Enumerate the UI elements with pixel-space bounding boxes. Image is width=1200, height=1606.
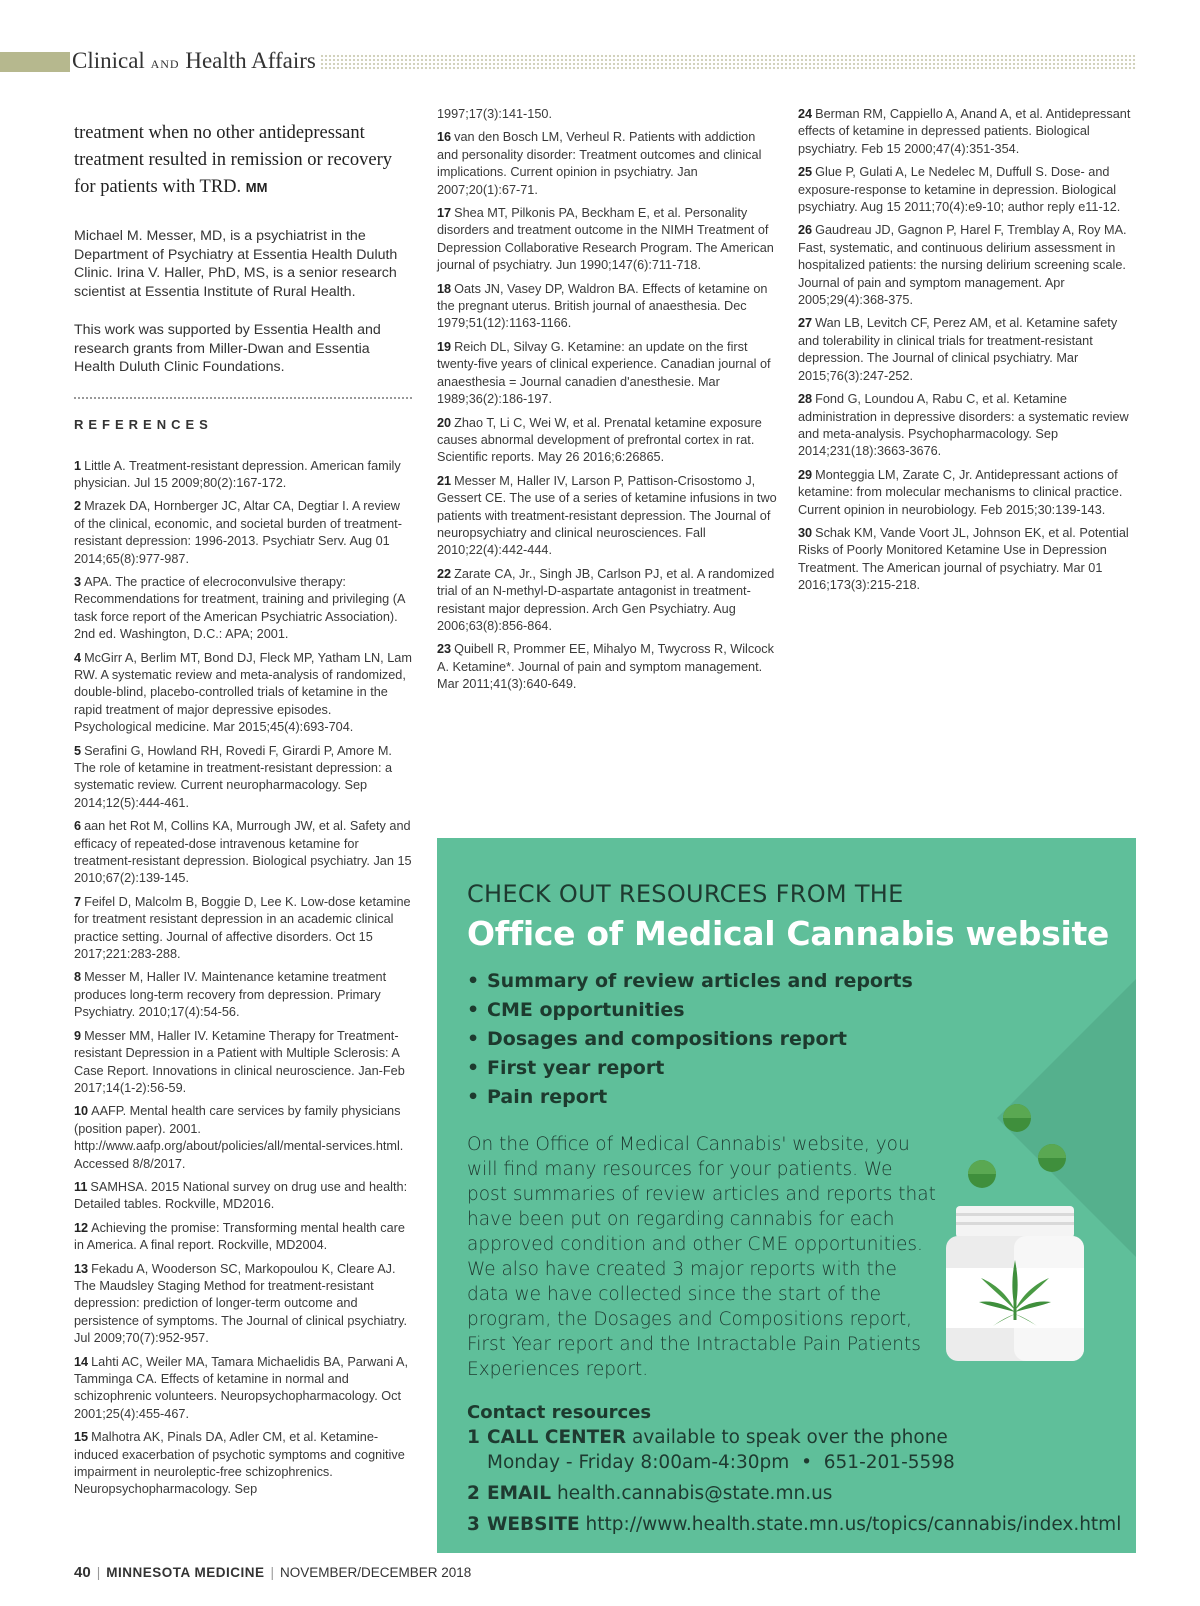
bullet-icon: • — [467, 1028, 480, 1050]
reference-item — [74, 1354, 412, 1424]
author-bio: Michael M. Messer, MD, is a psychiatrist in the Department of Psychiatry at Essentia Health Duluth Clinic. Irina V. Haller, PhD, MS, is a senior research scientist at Essentia Institute of Rural Health. — [74, 228, 398, 300]
cannabis-promo-box — [437, 838, 1136, 1553]
reference-number: 7 — [74, 894, 82, 909]
reference-item — [798, 391, 1136, 461]
magazine-name: MINNESOTA MEDICINE — [106, 1565, 265, 1580]
reference-text: Little A. Treatment-resistant depression. American family physician. Jul 15 2009;80(2):167-172. — [74, 458, 401, 490]
promo-description: On the Office of Medical Cannabis' website, you will find many resources for your patients. We post summaries of review articles and reports that have been put on regarding cannabis for each approved condition and other CME opportunities. We also have created 3 major reports with the data we have collected since the start of the program, the Dosages and Compositions report, First Year report and the Intractable Pain Patients Experiences report. — [467, 1134, 936, 1380]
reference-number: 1 — [74, 458, 82, 473]
contact-call-center: 1 CALL CENTER available to speak over the phone Monday - Friday 8:00am-4:30pm • 651-201-5598 — [467, 1425, 1127, 1475]
reference-number: 19 — [437, 339, 452, 354]
reference-number: 29 — [798, 467, 813, 482]
reference-text: Glue P, Gulati A, Le Nedelec M, Duffull S. Dose- and exposure-response to ketamine in depression. Biological psychiatry. Aug 15 2011;70(4):e9-10; author reply e11-12. — [798, 165, 1121, 215]
reference-number: 25 — [798, 165, 813, 180]
reference-item — [74, 743, 412, 813]
reference-number: 11 — [74, 1179, 88, 1194]
header-title-part1: Clinical — [72, 48, 151, 73]
reference-item — [437, 415, 777, 467]
call-center-hours: Monday - Friday 8:00am-4:30pm • 651-201-5598 — [487, 1452, 955, 1473]
reference-number: 16 — [437, 130, 452, 145]
reference-text: Fekadu A, Wooderson SC, Markopoulou K, Cleare AJ. The Maudsley Staging Method for treatment-resistant depression: prediction of longer-term outcome and persistence of symptoms. The Journal of clinical psychiatry. Jul 2009;70(7):952-957. — [74, 1261, 408, 1346]
reference-item — [798, 106, 1136, 158]
reference-number: 10 — [74, 1104, 89, 1119]
dotted-divider — [74, 397, 412, 399]
reference-text: Schak KM, Vande Voort JL, Johnson EK, et al. Potential Risks of Poorly Monitored Ketamine Use in Depression Treatment. The American journal of psychiatry. Mar 01 2016;173(3):215-218. — [798, 525, 1129, 593]
reference-number: 8 — [74, 970, 82, 985]
reference-text: van den Bosch LM, Verheul R. Patients with addiction and personality disorder: Treatment outcomes and clinical implications. Current opinion in psychiatry. Jan 2007;20(1):67-71. — [437, 130, 762, 197]
email-link[interactable]: health.cannabis@state.mn.us — [556, 1483, 833, 1504]
reference-number: 13 — [74, 1261, 89, 1276]
list-item: • CME opportunities — [467, 996, 1127, 1025]
footer-divider: | — [270, 1565, 274, 1580]
reference-number: 6 — [74, 819, 82, 834]
bullet-icon: • — [467, 999, 480, 1021]
reference-text: Feifel D, Malcolm B, Boggie D, Lee K. Low-dose ketamine for treatment resistant depression in an academic clinical practice setting. Journal of affective disorders. Oct 15 2017;221:283-288. — [74, 894, 411, 962]
issue-date: NOVEMBER/DECEMBER 2018 — [279, 1565, 472, 1580]
references-list-3 — [798, 106, 1136, 595]
reference-item — [437, 129, 777, 199]
end-mark: MM — [245, 180, 268, 195]
reference-item — [74, 1179, 412, 1214]
reference-item — [74, 1220, 412, 1255]
reference-item — [74, 498, 412, 568]
reference-item — [798, 315, 1136, 385]
reference-text: Berman RM, Cappiello A, Anand A, et al. Antidepressant effects of ketamine in depressed patients. Biological psychiatry. Feb 15 2000;47(4):351-354. — [798, 107, 1131, 156]
reference-item — [437, 473, 777, 560]
promo-content — [467, 880, 1127, 1543]
reference-text: Fond G, Loundou A, Rabu C, et al. Ketamine administration in depressive disorders: a systematic review and meta-analysis. Psychopharmacology. Sep 2014;231(18):3663-3676. — [798, 392, 1129, 459]
reference-continuation: 1997;17(3):141-150. — [437, 107, 552, 121]
reference-number: 4 — [74, 650, 82, 665]
reference-number: 9 — [74, 1028, 82, 1043]
reference-number: 30 — [798, 525, 813, 540]
reference-text: Messer MM, Haller IV. Ketamine Therapy for Treatment-resistant Depression in a Patient with Multiple Sclerosis: A Case Report. Innovations in clinical neuroscience. Jan-Feb 2017;14(1-2):56-59. — [74, 1028, 405, 1095]
reference-item — [74, 650, 412, 737]
reference-text: Zarate CA, Jr., Singh JB, Carlson PJ, et al. A randomized trial of an N-methyl-D-aspartate antagonist in treatment-resistant major depression. Arch Gen Psychiatry. Aug 2006;63(8):856-864. — [437, 566, 775, 633]
bullet-icon: • — [467, 1057, 480, 1079]
list-item: • Pain report — [467, 1083, 1127, 1112]
header-title-and: AND — [150, 57, 180, 71]
header-dotted-rule — [320, 54, 1136, 70]
reference-item — [437, 281, 777, 333]
reference-number: 24 — [798, 107, 813, 121]
reference-text: Oats JN, Vasey DP, Waldron BA. Effects of ketamine on the pregnant uterus. British journal of anaesthesia. Dec 1979;51(12):1163-1166. — [437, 281, 768, 331]
column-2 — [437, 106, 777, 700]
reference-number: 14 — [74, 1354, 89, 1369]
reference-item — [74, 1028, 412, 1098]
reference-text: Messer M, Haller IV. Maintenance ketamine treatment produces long-term recovery from depression. Primary Psychiatry. 2010;17(4):54-56. — [74, 970, 387, 1020]
list-item: • First year report — [467, 1054, 1127, 1083]
reference-number: 5 — [74, 743, 82, 758]
article-ending — [74, 120, 412, 201]
reference-item — [74, 458, 412, 493]
reference-text: SAMHSA. 2015 National survey on drug use and health: Detailed tables. Rockville, MD2016. — [74, 1179, 408, 1212]
reference-item — [74, 894, 412, 964]
list-item: • Summary of review articles and reports — [467, 967, 1127, 996]
reference-text: Monteggia LM, Zarate C, Jr. Antidepressant actions of ketamine: from molecular mechanisms to clinical practice. Current opinion in neurobiology. Feb 2015;30:139-143. — [798, 467, 1123, 517]
references-list-2 — [437, 129, 777, 693]
reference-number: 3 — [74, 574, 82, 589]
contact-email: 2 EMAIL health.cannabis@state.mn.us — [467, 1483, 833, 1504]
reference-text: McGirr A, Berlim MT, Bond DJ, Fleck MP, Yatham LN, Lam RW. A systematic review and meta-analysis of randomized, double-blind, placebo-controlled trials of ketamine in the rapid treatment of major depressive episodes. Psychological medicine. Mar 2015;45(4):693-704. — [74, 650, 412, 735]
reference-text: Achieving the promise: Transforming mental health care in America. A final report. Rockville, MD2004. — [74, 1220, 405, 1253]
reference-item — [798, 222, 1136, 309]
reference-text: APA. The practice of elecroconvulsive therapy: Recommendations for treatment, training and privileging (A task force report of the American Psychiatric Association). 2nd ed. Washington, D.C.: APA; 2001. — [74, 574, 405, 642]
header-accent-bar — [0, 52, 70, 72]
reference-number: 15 — [74, 1430, 89, 1445]
promo-bullet-list — [467, 967, 1127, 1112]
page-footer — [74, 1564, 471, 1581]
reference-number: 12 — [74, 1220, 89, 1235]
reference-text: Gaudreau JD, Gagnon P, Harel F, Tremblay A, Roy MA. Fast, systematic, and continuous delirium assessment in hospitalized patients: the nursing delirium screening scale. Journal of pain and symptom management. Apr 2005;29(4):368-375. — [798, 223, 1127, 308]
reference-item — [74, 1103, 412, 1173]
reference-number: 21 — [437, 473, 452, 488]
header-title-part2: Health Affairs — [179, 48, 316, 73]
reference-text: AAFP. Mental health care services by family physicians (position paper). 2001. http://www.aafp.org/about/policies/all/mental-services.html. Accessed 8/8/2017. — [74, 1104, 404, 1171]
contact-heading: Contact resources — [467, 1402, 652, 1423]
reference-item — [74, 818, 412, 888]
reference-number: 22 — [437, 566, 452, 581]
reference-text: Reich DL, Silvay G. Ketamine: an update on the first twenty-five years of clinical experience. Canadian journal of anaesthesia = Journal canadien d'anesthesie. Mar 1989;36(2):186-197. — [437, 339, 771, 407]
website-link[interactable]: http://www.health.state.mn.us/topics/cannabis/index.html — [585, 1514, 1122, 1535]
section-header — [72, 48, 316, 74]
reference-number: 27 — [798, 316, 813, 331]
reference-item — [437, 566, 777, 636]
contact-website: 3 WEBSITE http://www.health.state.mn.us/topics/cannabis/index.html — [467, 1514, 1122, 1535]
reference-number: 20 — [437, 415, 452, 430]
reference-item — [74, 1429, 412, 1499]
reference-number: 18 — [437, 281, 452, 296]
column-3 — [798, 106, 1136, 601]
reference-text: Mrazek DA, Hornberger JC, Altar CA, Degtiar I. A review of the clinical, economic, and societal burden of treatment-resistant depression: 1996-2013. Psychiatr Serv. Aug 01 2014;65(8):977-987. — [74, 499, 402, 566]
phone-number[interactable]: 651-201-5598 — [823, 1452, 955, 1473]
bullet-icon: • — [467, 1086, 480, 1108]
reference-item — [74, 1261, 412, 1348]
reference-text: Shea MT, Pilkonis PA, Beckham E, et al. Personality disorders and treatment outcome in the NIMH Treatment of Depression Collaborative Research Program. The American journal of psychiatry. Jun 1990;147(6):711-718. — [437, 206, 774, 273]
column-1 — [74, 120, 412, 1505]
reference-text: aan het Rot M, Collins KA, Murrough JW, et al. Safety and efficacy of repeated-dose intravenous ketamine for treatment-resistant depression. Biological psychiatry. Jan 15 2010;67(2):139-145. — [74, 819, 412, 886]
reference-number: 23 — [437, 642, 452, 657]
article-ending-text: treatment when no other antidepressant treatment resulted in remission or recovery for patients with TRD. — [74, 123, 392, 197]
reference-text: Zhao T, Li C, Wei W, et al. Prenatal ketamine exposure causes abnormal development of prefrontal cortex in rat. Scientific reports. May 26 2016;6:26865. — [437, 415, 762, 465]
reference-item — [798, 525, 1136, 595]
references-heading: REFERENCES — [74, 416, 213, 432]
reference-item — [437, 205, 777, 275]
reference-text: Quibell R, Prommer EE, Mihalyo M, Twycross R, Wilcock A. Ketamine*. Journal of pain and symptom management. Mar 2011;41(3):640-649. — [437, 642, 774, 692]
reference-item — [74, 574, 412, 644]
promo-title: Office of Medical Cannabis website — [467, 914, 1110, 953]
reference-number: 26 — [798, 223, 813, 238]
reference-item — [437, 641, 777, 693]
references-list-1 — [74, 458, 412, 1499]
bullet-icon: • — [467, 970, 480, 992]
reference-number: 2 — [74, 499, 82, 514]
reference-item — [798, 164, 1136, 216]
page-number: 40 — [74, 1564, 91, 1581]
reference-item — [437, 339, 777, 409]
reference-text: Malhotra AK, Pinals DA, Adler CM, et al. Ketamine-induced exacerbation of psychotic symptoms and cognitive impairment in neuroleptic-free schizophrenics. Neuropsychopharmacology. Sep — [74, 1430, 405, 1497]
reference-text: Lahti AC, Weiler MA, Tamara Michaelidis BA, Parwani A, Tamminga CA. Effects of ketamine in normal and schizophrenic volunteers. Neuropsychopharmacology. Oct 2001;25(4):455-467. — [74, 1354, 408, 1421]
promo-kicker: CHECK OUT RESOURCES FROM THE — [467, 880, 904, 908]
reference-item — [798, 467, 1136, 519]
footer-divider: | — [96, 1565, 101, 1580]
list-item: • Dosages and compositions report — [467, 1025, 1127, 1054]
reference-text: Wan LB, Levitch CF, Perez AM, et al. Ketamine safety and tolerability in clinical trials for treatment-resistant depression. The Journal of clinical psychiatry. Mar 2015;76(3):247-252. — [798, 316, 1118, 383]
reference-number: 28 — [798, 392, 813, 407]
reference-number: 17 — [437, 206, 452, 221]
funding-note: This work was supported by Essentia Health and research grants from Miller-Dwan and Essentia Health Duluth Clinic Foundations. — [74, 322, 381, 375]
reference-item — [74, 969, 412, 1021]
reference-text: Messer M, Haller IV, Larson P, Pattison-Crisostomo J, Gessert CE. The use of a series of ketamine infusions in two patients with treatment-resistant depression. The Journal of neuropsychiatry and clinical neurosciences. Fall 2010;22(4):442-444. — [437, 473, 777, 558]
reference-text: Serafini G, Howland RH, Rovedi F, Girardi P, Amore M. The role of ketamine in treatment-resistant depression: a systematic review. Current neuropharmacology. Sep 2014;12(5):444-461. — [74, 743, 393, 810]
